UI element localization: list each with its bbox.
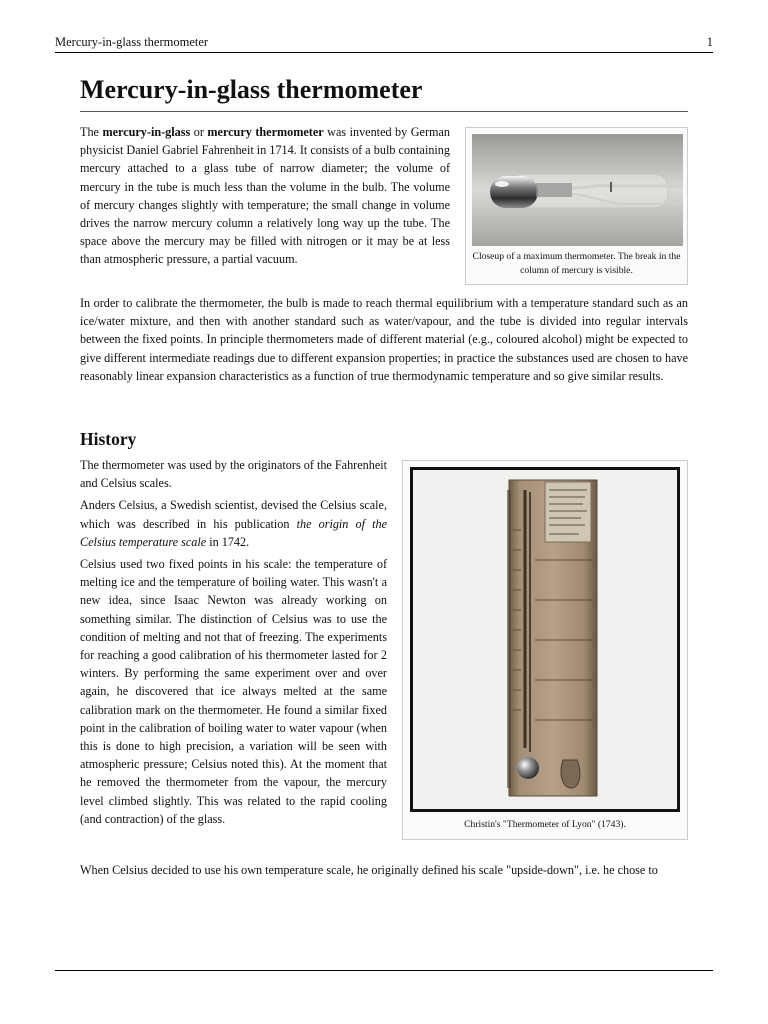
footer-rule [55,970,713,971]
publication-title: the origin of the Celsius temperature scale [80,516,387,549]
thermometer-of-lyon-photo[interactable] [413,470,677,809]
article [80,72,688,877]
figure-thermometer-of-lyon[interactable] [402,460,688,840]
intro-lead: The [80,125,103,139]
section-heading-history: History [80,429,137,449]
history-paragraph-2 [80,496,387,551]
term-mercury-thermometer: mercury thermometer [207,125,324,139]
history-paragraph-1: The thermometer was used by the originators of the Fahrenheit and Celsius scales. [80,458,387,491]
maximum-thermometer-photo[interactable] [472,134,683,246]
term-mercury-in-glass: mercury-in-glass [102,125,191,139]
history-p2-lead: Anders Celsius, a Swedish scientist, devised the Celsius scale, which was described in his publication [80,498,387,531]
history-p2-tail: in 1742. [206,534,250,549]
intro-paragraph-2: In order to calibrate the thermometer, the bulb is made to reach thermal equilibrium with a temperature standard such as an ice/water mixture, and then with another standard such as water/vapour, and the tube is divided into regular intervals between the fixed points. In principle thermometers made of different material (e.g., coloured alcohol) might be expected to give different intermediate readings due to different expansion properties; in practice the substances used are chosen to have reasonably linear expansion characteristics as a function of true thermodynamic temperature and so give similar results. [80,296,688,383]
intro-rest: was invented by German physicist Daniel Gabriel Fahrenheit in 1714. It consists of a bulb containing mercury attached to a glass tube of narrow diameter; the volume of mercury in the tube is much less than the volume in the bulb. The volume of mercury changes slightly with temperature; the small change in volume drives the narrow mercury column a relatively long way up the tube. The space above the mercury may be filled with nitrogen or it may be at less than atmospheric pressure, a partial vacuum. [80,125,450,267]
page-number: 1 [706,35,713,49]
page-title: Mercury-in-glass thermometer [80,72,688,112]
figure-caption-2: Christin's "Thermometer of Lyon" (1743). [464,819,626,830]
history-text-column [80,456,387,832]
running-header [55,34,713,53]
figure-caption-1: Closeup of a maximum thermometer. The break in the column of mercury is visible. [472,251,681,276]
intro-or: or [190,125,208,139]
running-title: Mercury-in-glass thermometer [55,35,209,49]
history-paragraph-3: Celsius used two fixed points in his scale: the temperature of melting ice and the temperature of boiling water. This wasn't a new idea, since Isaac Newton was already working on something similar. The distinction of Celsius was to use the condition of melting and not that of freezing. The experiments for reaching a good calibration of his thermometer lasted for 2 winters. By performing the same experiment over and over again, he discovered that ice always melted at the same calibration mark on the thermometer. He found a similar fixed point in the calibration of boiling water to water vapour (when this is done to high precision, a variation will be seen with atmospheric pressure; Celsius noted this). At the moment that he removed the thermometer from the vapour, the mercury level climbed slightly. This was related to the rapid cooling (and contraction) of the glass. [80,557,387,826]
figure-maximum-thermometer[interactable] [465,127,688,285]
intro-paragraph-1 [80,123,450,269]
lyon-photo-frame [410,467,680,812]
history-paragraph-4: When Celsius decided to use his own temperature scale, he originally defined his scale "upside-down", i.e. he chose to [80,863,658,877]
